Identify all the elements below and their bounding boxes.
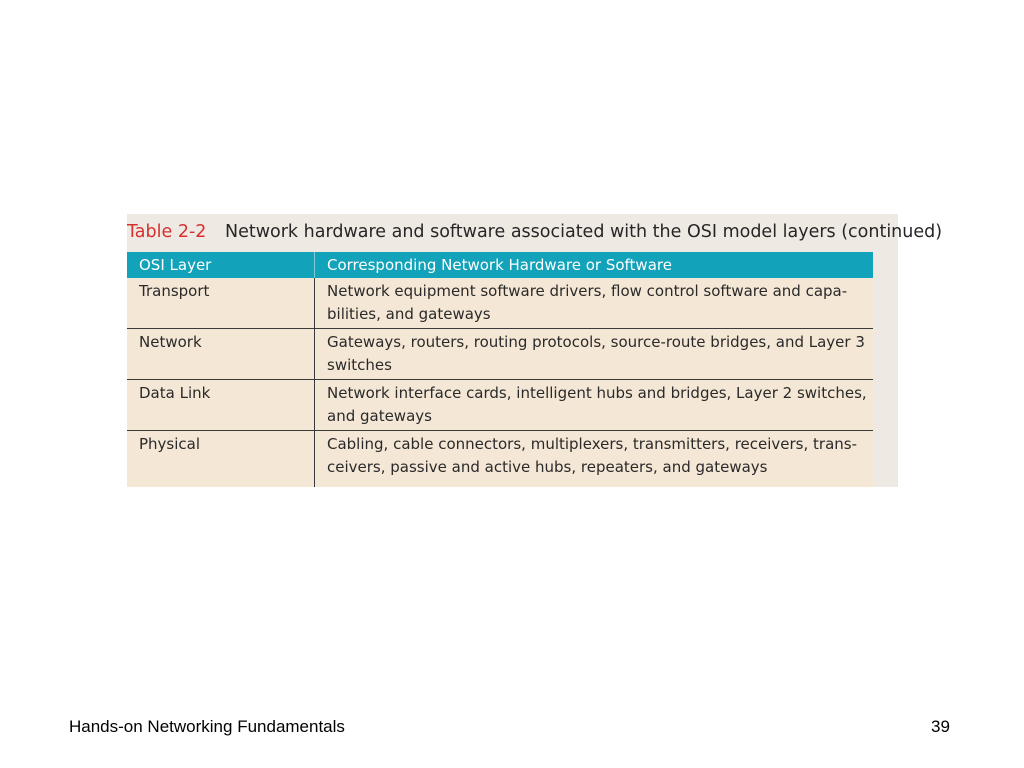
table-caption-text: Network hardware and software associated with the OSI model layers (continued) <box>225 222 943 242</box>
header-osi-layer: OSI Layer <box>139 256 212 274</box>
table-figure <box>127 214 943 487</box>
cell-layer: Network <box>139 333 202 351</box>
cell-description <box>327 280 867 326</box>
cell-layer: Transport <box>139 282 210 300</box>
header-hardware-software: Corresponding Network Hardware or Software <box>327 256 672 274</box>
cell-description-line: and gateways <box>327 407 432 425</box>
cell-layer: Physical <box>139 435 201 453</box>
table-row-network <box>127 329 873 379</box>
header-divider <box>314 252 315 278</box>
table-caption <box>127 220 943 244</box>
cell-description-line: Network equipment software drivers, flow control software and capa- <box>327 282 848 300</box>
cell-description-line: bilities, and gateways <box>327 305 491 323</box>
footer-title: Hands-on Networking Fundamentals <box>69 717 345 736</box>
cell-description-line: Gateways, routers, routing protocols, source-route bridges, and Layer 3 <box>327 333 865 351</box>
cell-description <box>327 382 867 428</box>
cell-description-line: ceivers, passive and active hubs, repeaters, and gateways <box>327 458 768 476</box>
cell-description <box>327 331 867 377</box>
osi-table <box>127 252 873 487</box>
cell-layer: Data Link <box>139 384 211 402</box>
cell-description <box>327 433 867 479</box>
page-number: 39 <box>931 717 950 736</box>
cell-description-line: switches <box>327 356 392 374</box>
cell-description-line: Cabling, cable connectors, multiplexers, transmitters, receivers, trans- <box>327 435 858 453</box>
table-row-transport <box>127 278 873 328</box>
cell-description-line: Network interface cards, intelligent hubs and bridges, Layer 2 switches, <box>327 384 867 402</box>
table-row-physical <box>127 431 873 481</box>
table-row-data-link <box>127 380 873 430</box>
table-header-row <box>127 252 873 278</box>
table-caption-label: Table 2-2 <box>127 222 207 242</box>
